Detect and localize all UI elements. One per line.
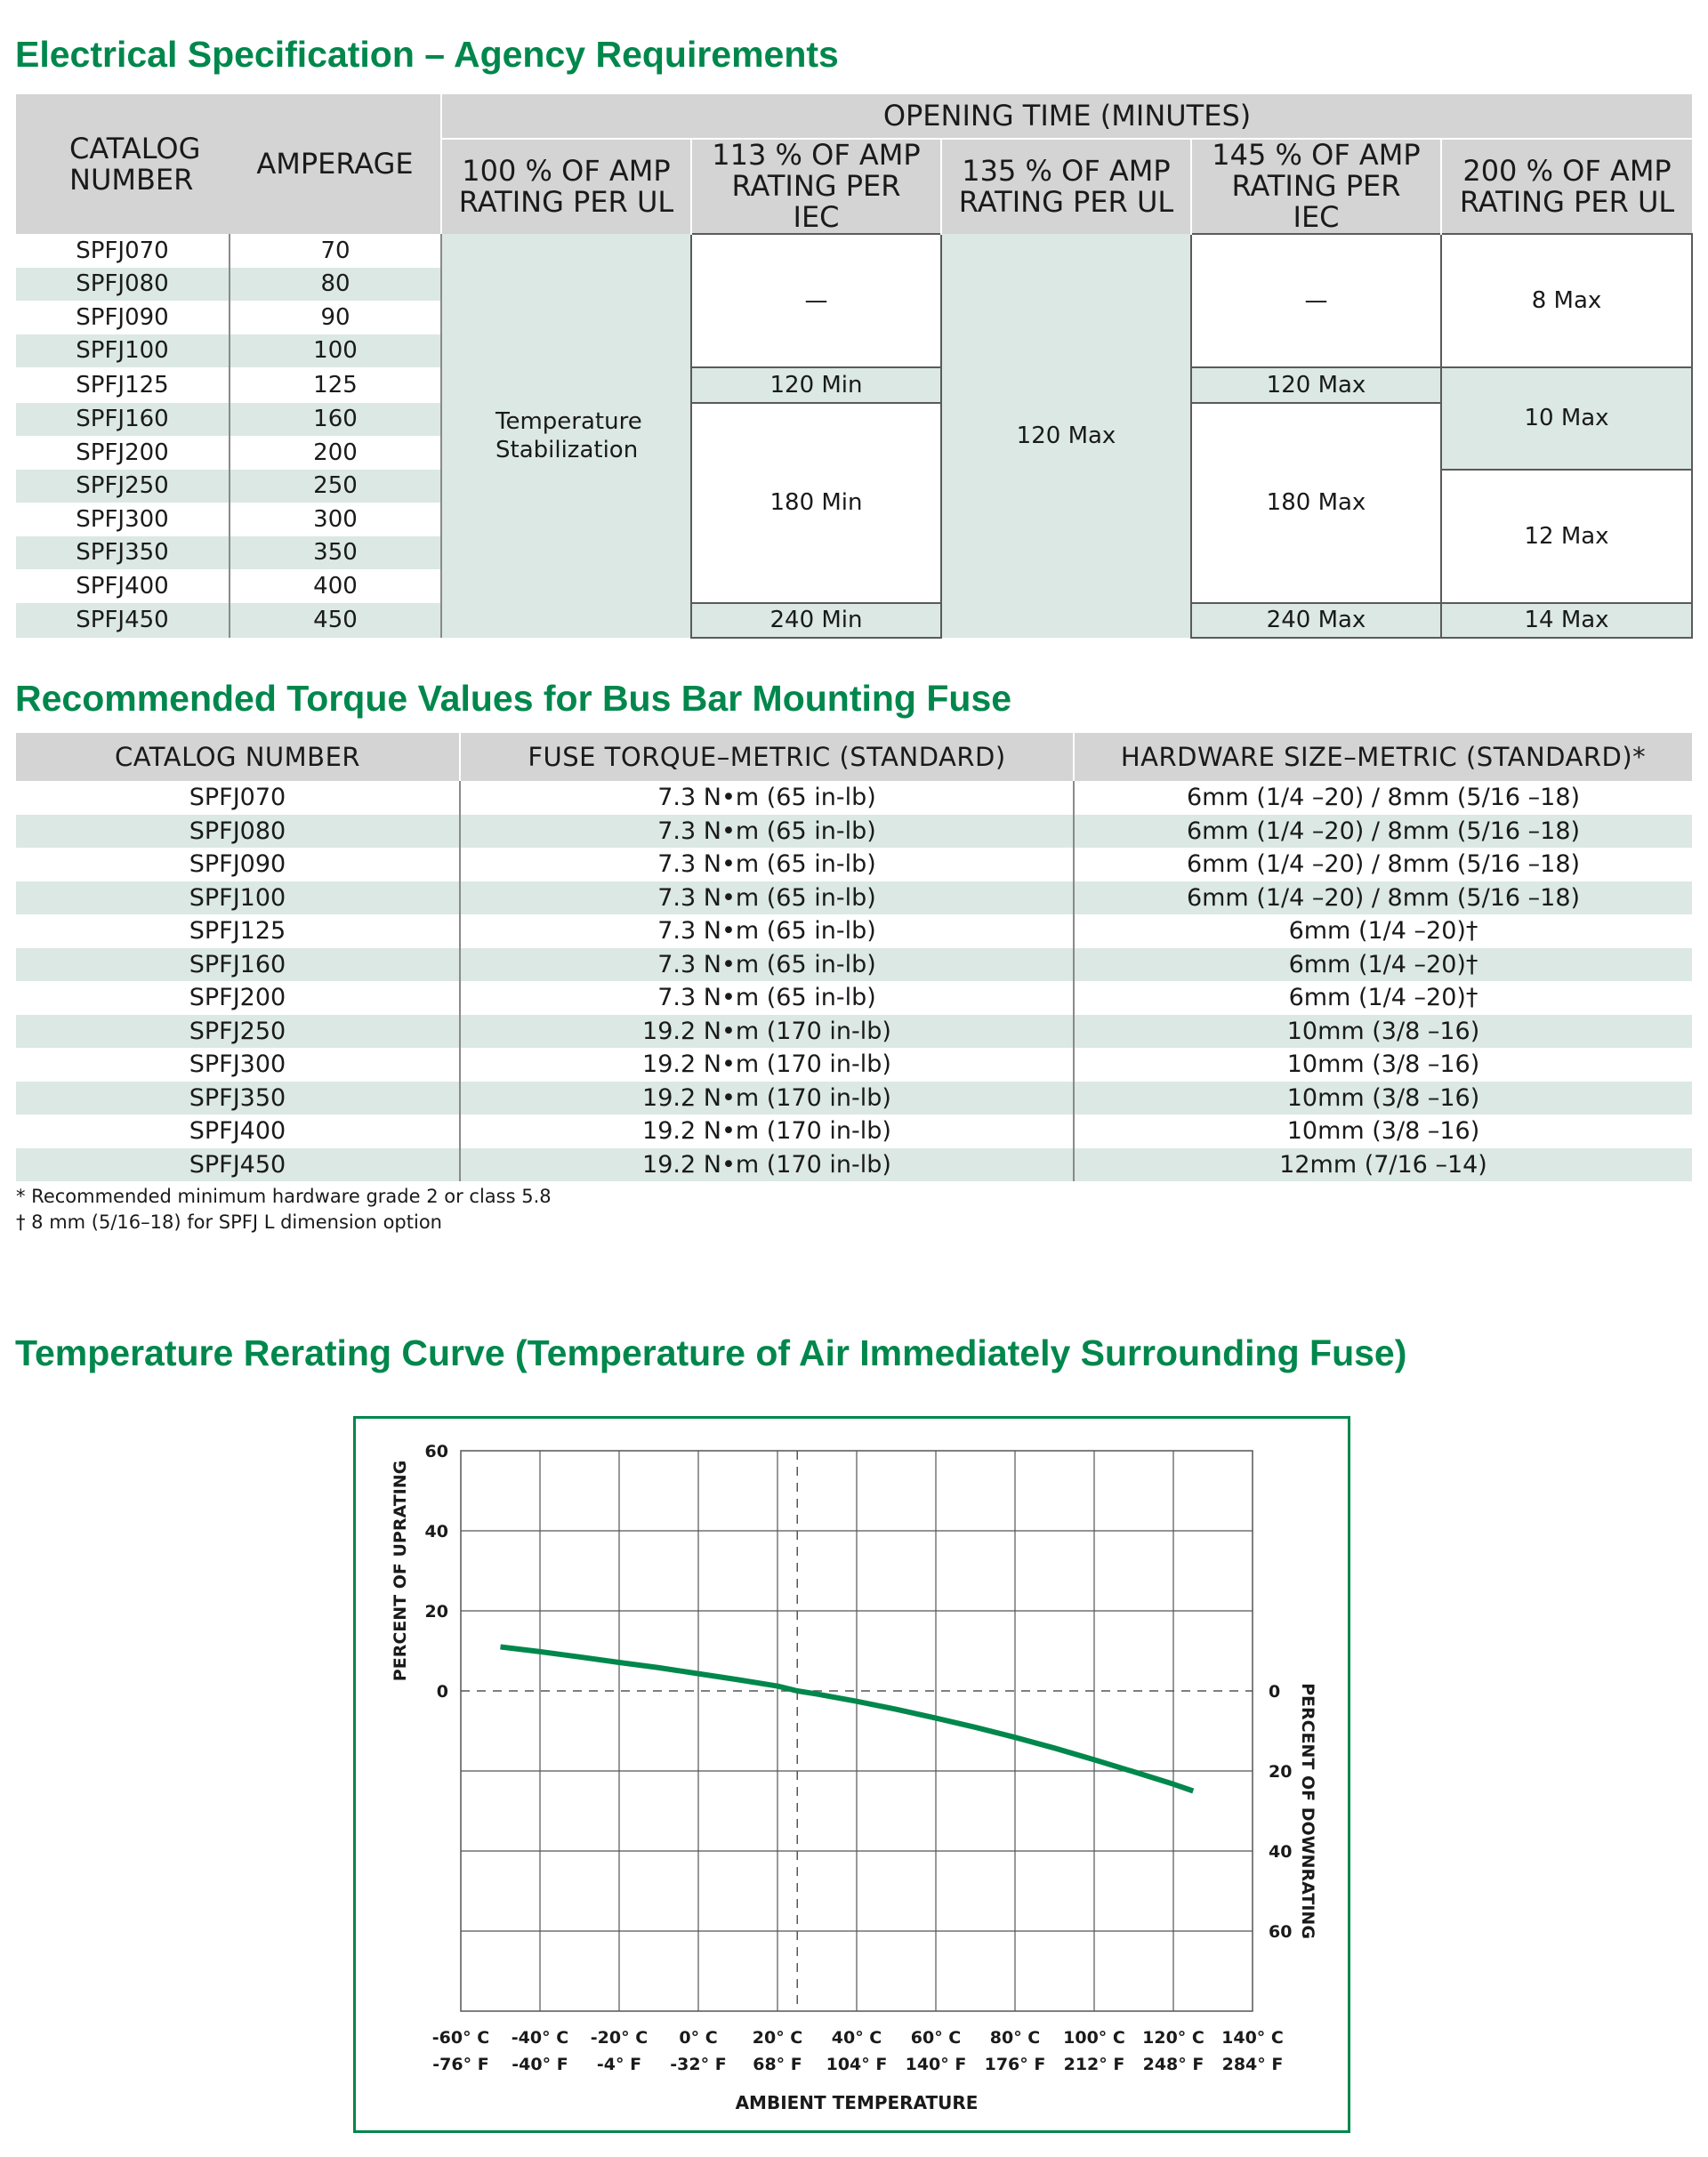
- table-row: [16, 914, 1692, 948]
- torque-catalog-cell: SPFJ300: [16, 1048, 460, 1082]
- torque-hardware-cell: 6mm (1/4 –20)†: [1288, 917, 1478, 946]
- torque-value-cell: 7.3 N•m (65 in-lb): [460, 815, 1074, 849]
- torque-value-cell: 7.3 N•m (65 in-lb): [460, 881, 1074, 915]
- x-tick-label-celsius: 60° C: [910, 2028, 962, 2048]
- torque-catalog-cell: SPFJ250: [16, 1015, 460, 1049]
- torque-value-cell: 7.3 N•m (65 in-lb): [460, 914, 1074, 948]
- torque-hardware-cell: 12mm (7/16 –14): [1074, 1148, 1692, 1182]
- col-135-header: 135 % OF AMP RATING PER UL: [941, 139, 1191, 234]
- torque-hardware-cell: 6mm (1/4 –20) / 8mm (5/16 –18): [1074, 815, 1692, 849]
- torque-catalog-cell: SPFJ080: [16, 815, 460, 849]
- table-row: [16, 815, 1692, 849]
- col-113-cell-b: 120 Min: [691, 367, 941, 403]
- torque-hardware-cell: 10mm (3/8 –16): [1286, 1050, 1480, 1079]
- catalog-cell: SPFJ250: [16, 470, 230, 503]
- torque-catalog-cell: SPFJ125: [16, 914, 460, 948]
- chart-section-title: Temperature Rerating Curve (Temperature of Air Immediately Surrounding Fuse): [15, 1332, 1407, 1373]
- catalog-number-header: CATALOG NUMBER: [16, 94, 230, 234]
- amperage-cell: 300: [230, 503, 441, 536]
- footnote-hardware-grade: * Recommended minimum hardware grade 2 or class 5.8: [16, 1186, 552, 1207]
- torque-catalog-cell: SPFJ070: [16, 781, 460, 815]
- x-tick-label-fahrenheit: 104° F: [826, 2055, 888, 2074]
- x-tick-label-celsius: -20° C: [590, 2028, 649, 2048]
- amperage-cell: 100: [230, 334, 441, 368]
- torque-hardware-cell: 10mm (3/8 –16): [1074, 1015, 1692, 1049]
- y-tick-label-left: 60: [424, 1442, 448, 1461]
- catalog-cell: SPFJ125: [16, 367, 230, 403]
- torque-section-title: Recommended Torque Values for Bus Bar Mounting Fuse: [15, 678, 1012, 719]
- table-row: [16, 403, 1692, 437]
- col-200-cell-b: 10 Max: [1441, 367, 1692, 470]
- torque-value-cell: 7.3 N•m (65 in-lb): [460, 781, 1074, 815]
- table-row: [16, 234, 1692, 268]
- torque-value-cell: 7.3 N•m (65 in-lb): [460, 948, 1074, 982]
- x-tick-label-celsius: 20° C: [752, 2028, 803, 2048]
- torque-catalog-cell: SPFJ100: [16, 881, 460, 915]
- torque-catalog-cell: SPFJ200: [16, 981, 460, 1015]
- table-row: [16, 1082, 1692, 1115]
- table-row: [16, 1148, 1692, 1182]
- col-113-header: 113 % OF AMP RATING PER IEC: [691, 139, 941, 234]
- x-tick-label-celsius: 0° C: [679, 2028, 718, 2048]
- torque-hardware-cell: 6mm (1/4 –20) / 8mm (5/16 –18): [1186, 850, 1581, 879]
- catalog-cell: SPFJ400: [16, 569, 230, 603]
- x-tick-label-fahrenheit: 248° F: [1142, 2055, 1204, 2074]
- table-row: [16, 981, 1692, 1015]
- catalog-cell: SPFJ100: [16, 334, 230, 368]
- x-tick-label-fahrenheit: -40° F: [512, 2055, 568, 2074]
- table-row: [16, 1115, 1692, 1148]
- torque-hardware-cell: 10mm (3/8 –16): [1074, 1082, 1692, 1115]
- table-row: [16, 367, 1692, 403]
- catalog-cell: SPFJ160: [16, 403, 230, 437]
- col-113-cell-c: 180 Min: [691, 403, 941, 603]
- amperage-cell: 400: [230, 569, 441, 603]
- col-200-cell-a: 8 Max: [1441, 234, 1692, 367]
- x-tick-label-celsius: 80° C: [989, 2028, 1041, 2048]
- amperage-cell: 125: [230, 367, 441, 403]
- col-200-cell-d: 14 Max: [1441, 603, 1692, 639]
- x-tick-label-celsius: 120° C: [1142, 2028, 1204, 2048]
- torque-table: [16, 733, 1692, 1181]
- y-tick-label-right: 0: [1269, 1682, 1281, 1702]
- x-tick-label-fahrenheit: -32° F: [670, 2055, 727, 2074]
- amperage-cell: 200: [230, 436, 441, 470]
- x-tick-label-fahrenheit: -76° F: [432, 2055, 489, 2074]
- table-row: [16, 1015, 1692, 1049]
- amperage-header: AMPERAGE: [230, 94, 441, 234]
- catalog-cell: SPFJ090: [16, 301, 230, 334]
- x-tick-label-celsius: 40° C: [831, 2028, 882, 2048]
- x-tick-label-fahrenheit: 176° F: [984, 2055, 1046, 2074]
- col-113-cell-d: 240 Min: [691, 603, 941, 639]
- amperage-cell: 250: [230, 470, 441, 503]
- torque-value-cell: 19.2 N•m (170 in-lb): [460, 1015, 1074, 1049]
- amperage-cell: 90: [230, 301, 441, 334]
- torque-catalog-cell: SPFJ090: [16, 848, 460, 881]
- y-tick-label-right: 20: [1269, 1762, 1293, 1782]
- amperage-cell: 160: [230, 403, 441, 437]
- col-200-cell-c: 12 Max: [1441, 470, 1692, 603]
- footnote-dimension-option: † 8 mm (5/16–18) for SPFJ L dimension option: [16, 1211, 442, 1233]
- x-tick-label-fahrenheit: 68° F: [753, 2055, 802, 2074]
- torque-hardware-header: HARDWARE SIZE–METRIC (STANDARD)*: [1074, 733, 1692, 781]
- x-axis-title: AMBIENT TEMPERATURE: [735, 2092, 979, 2113]
- rerating-chart: [356, 1419, 1348, 2130]
- y-tick-label-left: 40: [424, 1522, 448, 1541]
- torque-catalog-cell: SPFJ450: [16, 1148, 460, 1182]
- opening-time-header: OPENING TIME (MINUTES): [441, 94, 1692, 139]
- torque-value-cell: 19.2 N•m (170 in-lb): [460, 1048, 1074, 1082]
- rerating-curve-line: [501, 1647, 1194, 1791]
- col-200-header: 200 % OF AMP RATING PER UL: [1441, 139, 1692, 234]
- catalog-cell: SPFJ070: [16, 234, 230, 268]
- table-row: [16, 848, 1692, 881]
- torque-hardware-cell: 6mm (1/4 –20)†: [1288, 984, 1478, 1012]
- spec-section-title: Electrical Specification – Agency Requirements: [15, 34, 839, 75]
- col-145-cell-b: 120 Max: [1191, 367, 1441, 403]
- y-tick-label-right: 60: [1269, 1922, 1293, 1942]
- table-row: [16, 781, 1692, 815]
- catalog-cell: SPFJ200: [16, 436, 230, 470]
- torque-hardware-cell: 6mm (1/4 –20) / 8mm (5/16 –18): [1074, 881, 1692, 915]
- y-tick-label-left: 20: [424, 1602, 448, 1622]
- torque-value-cell: 7.3 N•m (65 in-lb): [460, 981, 1074, 1015]
- x-tick-label-celsius: -60° C: [431, 2028, 490, 2048]
- amperage-cell: 70: [230, 234, 441, 268]
- torque-hardware-cell: 6mm (1/4 –20) / 8mm (5/16 –18): [1186, 784, 1581, 812]
- col-145-cell-c: 180 Max: [1191, 403, 1441, 603]
- catalog-cell: SPFJ350: [16, 536, 230, 570]
- torque-hardware-cell: 10mm (3/8 –16): [1286, 1117, 1480, 1146]
- table-row: [16, 881, 1692, 915]
- amperage-cell: 350: [230, 536, 441, 570]
- col-100-cell: Temperature Stabilization: [441, 234, 691, 638]
- rerating-chart-frame: [353, 1416, 1350, 2133]
- col-145-header: 145 % OF AMP RATING PER IEC: [1191, 139, 1441, 234]
- torque-catalog-cell: SPFJ160: [16, 948, 460, 982]
- y-axis-title-left: PERCENT OF UPRATING: [391, 1460, 410, 1682]
- table-row: [16, 1048, 1692, 1082]
- x-tick-label-fahrenheit: 284° F: [1221, 2055, 1284, 2074]
- electrical-spec-table: [16, 94, 1693, 639]
- catalog-cell: SPFJ300: [16, 503, 230, 536]
- torque-catalog-header: CATALOG NUMBER: [16, 733, 460, 781]
- y-tick-label-left: 0: [436, 1682, 448, 1702]
- x-tick-label-celsius: 140° C: [1221, 2028, 1284, 2048]
- col-113-cell-a: —: [691, 234, 941, 367]
- col-145-cell-d: 240 Max: [1191, 603, 1441, 639]
- torque-value-cell: 7.3 N•m (65 in-lb): [460, 848, 1074, 881]
- torque-catalog-cell: SPFJ400: [16, 1115, 460, 1148]
- catalog-cell: SPFJ080: [16, 268, 230, 302]
- torque-catalog-cell: SPFJ350: [16, 1082, 460, 1115]
- x-tick-label-fahrenheit: 140° F: [905, 2055, 967, 2074]
- table-row: [16, 948, 1692, 982]
- col-145-cell-a: —: [1191, 234, 1441, 367]
- x-tick-label-fahrenheit: 212° F: [1063, 2055, 1125, 2074]
- col-135-cell: 120 Max: [941, 234, 1191, 638]
- torque-value-cell: 19.2 N•m (170 in-lb): [460, 1148, 1074, 1182]
- amperage-cell: 80: [230, 268, 441, 302]
- x-tick-label-celsius: 100° C: [1063, 2028, 1125, 2048]
- torque-torque-header: FUSE TORQUE–METRIC (STANDARD): [460, 733, 1074, 781]
- amperage-cell: 450: [230, 603, 441, 639]
- y-tick-label-right: 40: [1269, 1842, 1293, 1862]
- x-tick-label-fahrenheit: -4° F: [596, 2055, 642, 2074]
- catalog-cell: SPFJ450: [16, 603, 230, 639]
- col-100-header: 100 % OF AMP RATING PER UL: [441, 139, 691, 234]
- table-row: [16, 603, 1692, 639]
- torque-value-cell: 19.2 N•m (170 in-lb): [460, 1082, 1074, 1115]
- torque-value-cell: 19.2 N•m (170 in-lb): [460, 1115, 1074, 1148]
- x-tick-label-celsius: -40° C: [511, 2028, 569, 2048]
- y-axis-title-right: PERCENT OF DOWNRATING: [1298, 1683, 1317, 1939]
- torque-hardware-cell: 6mm (1/4 –20)†: [1074, 948, 1692, 982]
